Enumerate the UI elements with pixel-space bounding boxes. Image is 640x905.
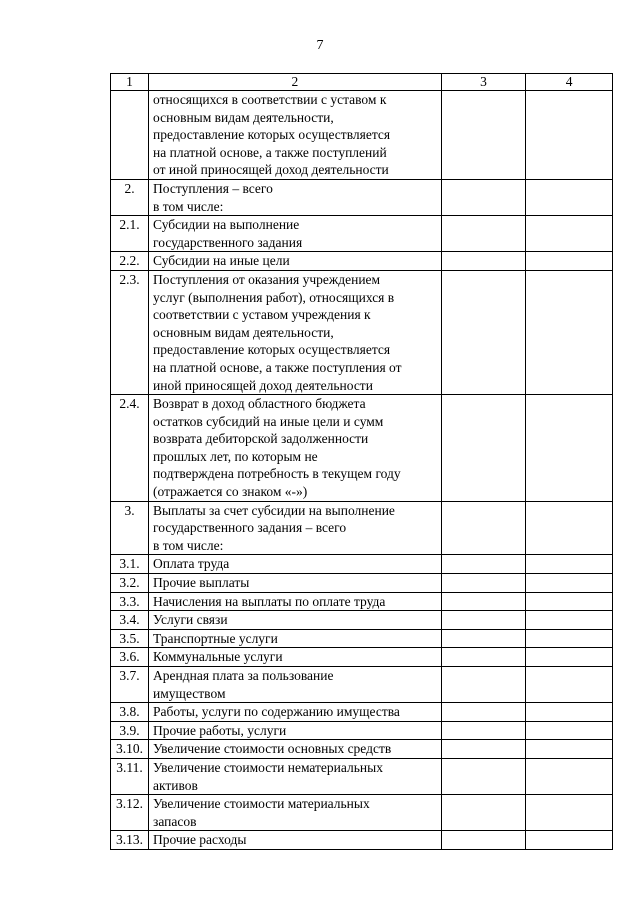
row-value-cell-4: [526, 395, 613, 502]
description-line: Оплата труда: [153, 556, 230, 572]
row-number-cell: 2.: [111, 179, 149, 215]
row-number-cell: 3.: [111, 501, 149, 555]
header-cell-2: 2: [149, 74, 442, 91]
description-line: Увеличение стоимости основных средств: [153, 741, 392, 757]
table-row: [111, 501, 613, 555]
description-line: на платной основе, а также поступления от: [153, 359, 402, 375]
description-line: Коммунальные услуги: [153, 649, 283, 665]
description-line: прошлых лет, по которым не: [153, 448, 318, 464]
description-line: на платной основе, а также поступлений: [153, 144, 387, 160]
table-row: [111, 216, 613, 252]
table-row: [111, 703, 613, 722]
table-row: [111, 574, 613, 593]
page-number: 7: [316, 38, 324, 53]
row-description-cell: [149, 252, 442, 271]
description-line: государственного задания: [153, 234, 303, 250]
row-description-cell: [149, 91, 442, 180]
row-description-cell: [149, 667, 442, 703]
table-row: [111, 629, 613, 648]
row-value-cell-4: [526, 179, 613, 215]
description-line: имуществом: [153, 685, 226, 701]
row-value-cell-3: [441, 395, 526, 502]
row-value-cell-3: [441, 270, 526, 394]
description-line: Прочие выплаты: [153, 575, 250, 591]
table-row: [111, 795, 613, 831]
row-value-cell-3: [441, 648, 526, 667]
row-description-cell: [149, 574, 442, 593]
row-value-cell-3: [441, 831, 526, 850]
row-value-cell-3: [441, 758, 526, 794]
description-line: предоставление которых осуществляется: [153, 127, 391, 143]
table-row: [111, 270, 613, 394]
row-value-cell-3: [441, 592, 526, 611]
row-value-cell-3: [441, 703, 526, 722]
row-value-cell-4: [526, 611, 613, 630]
row-value-cell-4: [526, 91, 613, 180]
description-line: Работы, услуги по содержанию имущества: [153, 704, 400, 720]
row-value-cell-3: [441, 629, 526, 648]
row-description-cell: [149, 831, 442, 850]
table-row: [111, 721, 613, 740]
table-row: [111, 179, 613, 215]
row-value-cell-4: [526, 592, 613, 611]
row-value-cell-3: [441, 611, 526, 630]
description-line: подтверждена потребность в текущем году: [153, 466, 401, 482]
row-description-cell: [149, 270, 442, 394]
description-line: Субсидии на иные цели: [153, 253, 290, 269]
description-line: в том числе:: [153, 198, 224, 214]
description-line: Прочие расходы: [153, 832, 247, 848]
row-description-cell: [149, 721, 442, 740]
row-description-cell: [149, 703, 442, 722]
description-line: Арендная плата за пользование: [153, 668, 334, 683]
plan-table: [110, 73, 613, 850]
row-number-cell: [111, 91, 149, 180]
row-value-cell-4: [526, 270, 613, 394]
row-number-cell: 3.13.: [111, 831, 149, 850]
description-line: иной приносящей доход деятельности: [153, 377, 373, 393]
description-line: Увеличение стоимости материальных: [153, 796, 370, 812]
description-line: запасов: [153, 813, 197, 829]
row-value-cell-4: [526, 574, 613, 593]
row-value-cell-3: [441, 252, 526, 271]
row-number-cell: 2.1.: [111, 216, 149, 252]
row-value-cell-3: [441, 721, 526, 740]
header-cell-3: 3: [441, 74, 526, 91]
description-line: Возврат в доход областного бюджета: [153, 396, 366, 412]
description-line: (отражается со знаком «-»): [153, 484, 308, 500]
description-line: соответствии с уставом учреждения к: [153, 307, 371, 323]
row-value-cell-4: [526, 216, 613, 252]
row-number-cell: 3.11.: [111, 758, 149, 794]
row-value-cell-4: [526, 721, 613, 740]
row-number-cell: 3.8.: [111, 703, 149, 722]
description-line: Субсидии на выполнение: [153, 217, 300, 233]
table-row: [111, 740, 613, 759]
row-number-cell: 3.4.: [111, 611, 149, 630]
row-number-cell: 3.10.: [111, 740, 149, 759]
row-value-cell-3: [441, 574, 526, 593]
row-description-cell: [149, 592, 442, 611]
row-description-cell: [149, 395, 442, 502]
row-value-cell-4: [526, 758, 613, 794]
table-row: [111, 831, 613, 850]
row-number-cell: 3.2.: [111, 574, 149, 593]
description-line: Прочие работы, услуги: [153, 722, 287, 738]
table-body: [111, 74, 613, 850]
row-value-cell-4: [526, 501, 613, 555]
row-number-cell: 3.12.: [111, 795, 149, 831]
row-description-cell: [149, 611, 442, 630]
description-line: Поступления от оказания учреждением: [153, 271, 381, 287]
row-number-cell: 3.3.: [111, 592, 149, 611]
row-description-cell: [149, 648, 442, 667]
header-cell-1: 1: [111, 74, 149, 91]
row-value-cell-4: [526, 831, 613, 850]
header-cell-4: 4: [526, 74, 613, 91]
row-value-cell-3: [441, 740, 526, 759]
row-number-cell: 2.4.: [111, 395, 149, 502]
row-description-cell: [149, 740, 442, 759]
description-line: Выплаты за счет субсидии на выполнение: [153, 502, 395, 518]
description-line: Увеличение стоимости нематериальных: [153, 759, 383, 775]
row-description-cell: [149, 179, 442, 215]
row-description-cell: [149, 795, 442, 831]
row-number-cell: 3.5.: [111, 629, 149, 648]
row-value-cell-3: [441, 555, 526, 574]
description-line: предоставление которых осуществляется: [153, 342, 391, 358]
table-row: [111, 648, 613, 667]
table-row: [111, 555, 613, 574]
description-line: активов: [153, 777, 198, 793]
row-value-cell-4: [526, 648, 613, 667]
row-number-cell: 3.1.: [111, 555, 149, 574]
row-value-cell-3: [441, 91, 526, 180]
row-value-cell-3: [441, 216, 526, 252]
description-line: основным видам деятельности,: [153, 324, 334, 340]
description-line: государственного задания – всего: [153, 520, 347, 536]
row-description-cell: [149, 758, 442, 794]
description-line: Услуги связи: [153, 612, 228, 628]
row-number-cell: 2.3.: [111, 270, 149, 394]
row-description-cell: [149, 629, 442, 648]
row-description-cell: [149, 216, 442, 252]
description-line: Поступления – всего: [153, 180, 273, 196]
description-line: остатков субсидий на иные цели и сумм: [153, 413, 384, 429]
row-value-cell-4: [526, 252, 613, 271]
row-number-cell: 3.9.: [111, 721, 149, 740]
row-value-cell-4: [526, 703, 613, 722]
table-row: [111, 758, 613, 794]
description-line: возврата дебиторской задолженности: [153, 431, 369, 447]
row-value-cell-3: [441, 795, 526, 831]
row-number-cell: 2.2.: [111, 252, 149, 271]
description-line: основным видам деятельности,: [153, 109, 334, 125]
row-value-cell-4: [526, 795, 613, 831]
description-line: Начисления на выплаты по оплате труда: [153, 593, 386, 609]
row-value-cell-3: [441, 501, 526, 555]
row-number-cell: 3.6.: [111, 648, 149, 667]
table-row: [111, 252, 613, 271]
row-value-cell-3: [441, 179, 526, 215]
row-description-cell: [149, 555, 442, 574]
row-number-cell: 3.7.: [111, 667, 149, 703]
row-value-cell-3: [441, 667, 526, 703]
description-line: услуг (выполнения работ), относящихся в: [153, 289, 395, 305]
table-row: [111, 592, 613, 611]
table-row: [111, 611, 613, 630]
description-line: относящихся в соответствии с уставом к: [153, 92, 387, 107]
table-row: [111, 91, 613, 180]
row-value-cell-4: [526, 555, 613, 574]
table-header-row: [111, 74, 613, 91]
table-row: [111, 667, 613, 703]
description-line: в том числе:: [153, 537, 224, 553]
table-row: [111, 395, 613, 502]
row-value-cell-4: [526, 740, 613, 759]
row-value-cell-4: [526, 667, 613, 703]
description-line: Транспортные услуги: [153, 630, 278, 646]
description-line: от иной приносящей доход деятельности: [153, 162, 389, 178]
row-description-cell: [149, 501, 442, 555]
row-value-cell-4: [526, 629, 613, 648]
